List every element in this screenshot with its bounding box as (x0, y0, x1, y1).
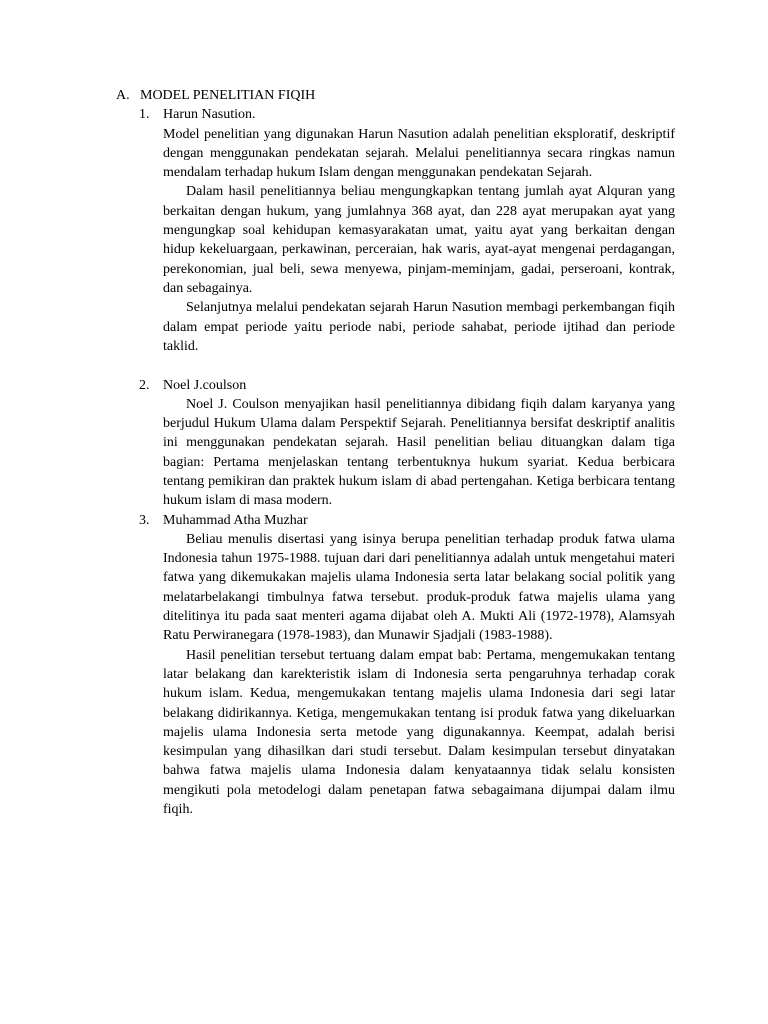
paragraph: Beliau menulis disertasi yang isinya berupa penelitian terhadap produk fatwa ulama Indonesia tahun 1975-1988. tujuan dari dari penelitiannya adalah untuk mengetahui materi fatwa yang dikemukakan majelis ulama Indonesia serta latar belakang social politik yang melatarbelakangi timbulnya fatwa tersebut. produk-produk fatwa majelis ulama yang ditelitinya itu pada saat menteri agama dijabat oleh A. Mukti Ali (1972-1978), Alamsyah Ratu Perwiranegara (1978-1983), dan Munawir Sjadjali (1983-1988). (163, 531, 675, 644)
list-item-title: Harun Nasution. (163, 107, 256, 123)
list-item-title: Muhammad Atha Muzhar (163, 512, 308, 528)
list-item-number: 3. (139, 512, 150, 528)
list-item-harun-nasution (139, 105, 675, 356)
paragraph: Model penelitian yang digunakan Harun Nasution adalah penelitian eksploratif, deskriptif dengan menggunakan pendekatan sejarah. Melalui penelitiannya secara ringkas namun mendalam terhadap hukum Islam dengan menggunakan pendekatan Sejarah. (163, 126, 675, 181)
paragraph: Selanjutnya melalui pendekatan sejarah Harun Nasution membagi perkembangan fiqih dalam empat periode yaitu periode nabi, periode sahabat, periode ijtihad dan periode taklid. (163, 300, 675, 354)
section-letter: A. (116, 88, 130, 103)
section-title: MODEL PENELITIAN FIQIH (140, 88, 316, 103)
paragraph: Dalam hasil penelitiannya beliau mengungkapkan tentang jumlah ayat Alquran yang berkaitan dengan hukum, yang jumlahnya 368 ayat, dan 228 ayat merupakan ayat yang mengungkap soal kehidupan kemasyarakatan umat, yaitu ayat yang berkaitan dengan hidup kekeluargaan, perkawinan, perceraian, hak waris, ayat-ayat mengenai perdagangan, perekonomian, jual beli, sewa menyewa, pinjam-meminjam, gadai, perseroani, kontrak, dan sebagainya. (163, 184, 675, 296)
list-item-atha-muzhar (139, 511, 675, 820)
list-item-number: 2. (139, 377, 150, 393)
list-item-noel-coulson (139, 376, 675, 511)
paragraph: Noel J. Coulson menyajikan hasil penelitiannya dibidang fiqih dalam karyanya yang berjudul Hukum Ulama dalam Perspektif Sejarah. Penelitiannya bersifat deskriptif analitis ini menggunakan pendekatan sejarah. Hasil penelitian beliau dituangkan dalam tiga bagian: Pertama menjelaskan tentang terbentuknya hukum syariat. Kedua berbicara tentang pemikiran dan praktek hukum islam di abad pertengahan. Ketiga berbicara tentang hukum islam di masa modern. (163, 396, 675, 509)
paragraph: Hasil penelitian tersebut tertuang dalam empat bab: Pertama, mengemukakan tentang latar belakang dan karekteristik islam di Indonesia serta pengaruhnya terhadap corak hukum islam. Kedua, mengemukakan tentang majelis ulama Indonesia dari segi latar belakang didirikannya. Ketiga, mengemukakan tentang isi produk fatwa yang dikeluarkan majelis ulama Indonesia serta metode yang digunakannya. Keempat, adalah berisi kesimpulan yang dihasilkan dari studi tersebut. Dalam kesimpulan tersebut dinyatakan bahwa fatwa majelis ulama Indonesia dalam kenyataannya tidak selalu konsisten mengikuti pola metodelogi dalam penetapan fatwa sebagaimana dijumpai dalam ilmu fiqih. (163, 647, 675, 818)
list-item-number: 1. (139, 107, 150, 123)
list-item-title: Noel J.coulson (163, 377, 247, 393)
section-heading (116, 86, 676, 105)
